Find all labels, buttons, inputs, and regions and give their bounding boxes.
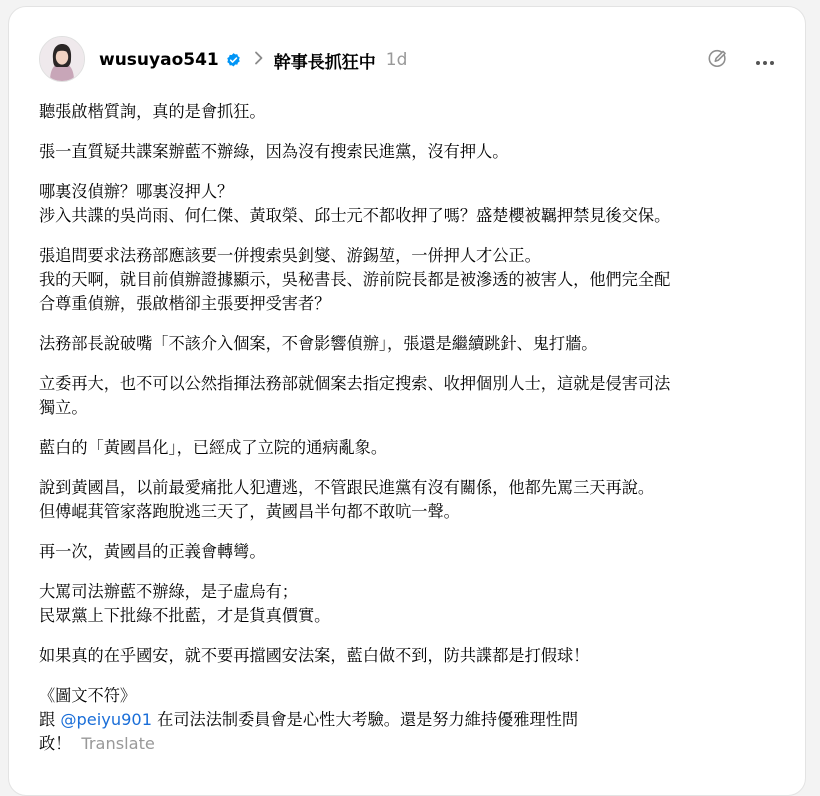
post-line: 哪裏沒偵辦？哪裏沒押人？ <box>39 182 234 201</box>
post-line: 說到黃國昌，以前最愛痛批人犯遭逃，不管跟民進黨有沒有關係，他都先罵三天再說。 <box>39 478 655 497</box>
post-body <box>39 100 789 772</box>
post-line: 再一次，黃國昌的正義會轉彎。 <box>39 542 266 561</box>
post-timestamp[interactable]: 1d <box>385 50 408 70</box>
text-segment: 跟 <box>39 710 61 729</box>
chevron-right-icon <box>254 50 264 70</box>
translate-link[interactable]: Translate <box>81 734 155 753</box>
post-line: 獨立。 <box>39 398 88 417</box>
post-line: 大罵司法辦藍不辦綠，是子虛烏有； <box>39 582 298 601</box>
more-dots-icon[interactable] <box>755 51 775 70</box>
post-line: 合尊重偵辦，張啟楷卻主張要押受害者？ <box>39 294 331 313</box>
post-paragraph <box>39 436 789 460</box>
mention-link[interactable]: @peiyu901 <box>60 710 152 729</box>
post-line: 法務部長說破嘴「不該介入個案，不會影響偵辦」，張還是繼續跳針、鬼打牆。 <box>39 334 598 353</box>
post-line: 張一直質疑共諜案辦藍不辦綠，因為沒有搜索民進黨，沒有押人。 <box>39 142 509 161</box>
topic-tag[interactable]: 幹事長抓狂中 <box>273 52 376 73</box>
post-paragraph <box>39 180 789 228</box>
post-line: 《圖文不符》 <box>39 686 137 705</box>
post-card <box>8 6 806 796</box>
post-line: 藍白的「黃國昌化」，已經成了立院的通病亂象。 <box>39 438 388 457</box>
post-paragraph <box>39 332 789 356</box>
post-paragraph-final <box>39 684 789 756</box>
avatar[interactable] <box>39 36 85 82</box>
post-line: 聽張啟楷質詢，真的是會抓狂。 <box>39 102 266 121</box>
post-line: 立委再大，也不可以公然指揮法務部就個案去指定搜索、收押個別人士，這就是侵害司法 <box>39 374 671 393</box>
post-paragraph <box>39 140 789 164</box>
post-line: 但傅崐萁管家落跑脫逃三天了，黃國昌半句都不敢吭一聲。 <box>39 502 460 521</box>
post-line: 張追問要求法務部應該要一併搜索吳釗燮、游錫堃，一併押人才公正。 <box>39 246 541 265</box>
post-line <box>39 732 789 756</box>
post-line: 民眾黨上下批綠不批藍，才是貨真價實。 <box>39 606 331 625</box>
avatar-image <box>40 37 84 81</box>
verified-badge-icon <box>225 52 242 69</box>
text-segment: 政！ <box>39 734 72 753</box>
header-actions <box>707 47 775 73</box>
username[interactable]: wusuyao541 <box>99 50 219 70</box>
post-line: 涉入共諜的吳尚雨、何仁傑、黃取榮、邱士元不都收押了嗎？盛楚櫻被羈押禁見後交保。 <box>39 206 671 225</box>
post-paragraph <box>39 100 789 124</box>
post-paragraph <box>39 540 789 564</box>
post-paragraph <box>39 372 789 420</box>
post-line: 我的天啊，就目前偵辦證據顯示，吳秘書長、游前院長都是被滲透的被害人，他們完全配 <box>39 270 671 289</box>
post-paragraph <box>39 644 789 668</box>
post-line <box>39 708 789 732</box>
post-header <box>99 47 407 73</box>
post-line: 如果真的在乎國安，就不要再擋國安法案，藍白做不到，防共諜都是打假球！ <box>39 646 590 665</box>
edit-pencil-circle-icon[interactable] <box>707 47 729 73</box>
post-paragraph <box>39 244 789 316</box>
post-paragraph <box>39 580 789 628</box>
text-segment: 在司法法制委員會是心性大考驗。還是努力維持優雅理性問 <box>152 710 579 729</box>
post-paragraph <box>39 476 789 524</box>
